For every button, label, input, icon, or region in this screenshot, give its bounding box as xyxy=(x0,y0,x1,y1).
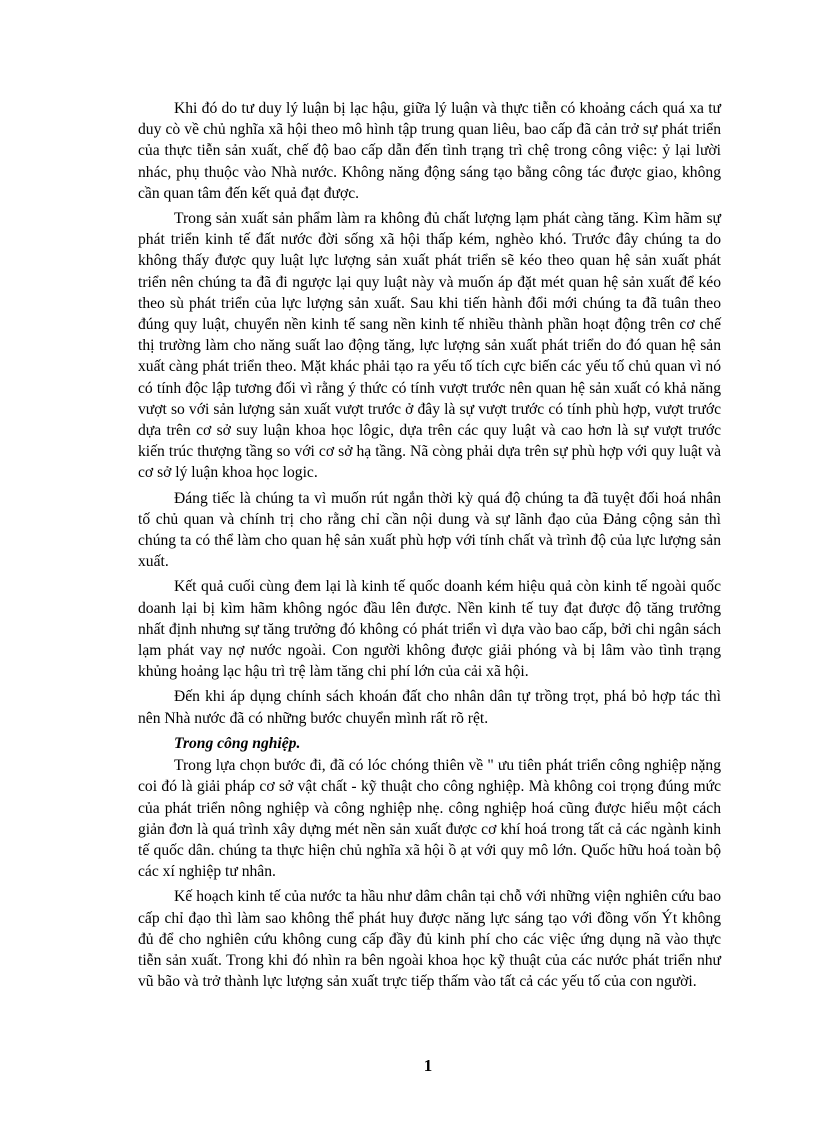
paragraph-4: Kết quả cuối cùng đem lại là kinh tế quốc doanh kém hiệu quả còn kinh tế ngoài quốc doanh lại bị kìm hãm không ngóc đầu lên được. Nền kinh tế tuy đạt được độ tăng trưởng nhất định nhưng sự tăng trưởng đó không có phát triển vì dựa vào bao cấp, bởi chi ngân sách lạm phát vay nợ nước ngoài. Con người không được giải phóng và bị lâm vào tình trạng khủng hoảng lạc hậu trì trệ làm tăng chi phí lớn của cải xã hội. xyxy=(138,578,721,681)
paragraph-6: Trong lựa chọn bước đi, đã có lóc chóng thiên về " ưu tiên phát triển công nghiệp nặng coi đó là giải pháp cơ sở vật chất - kỹ thuật cho công nghiệp. Mà không coi trọng đúng mức của phát triển nông nghiệp và công nghiệp nhẹ. công nghiệp hoá cũng được hiểu một cách giản đơn là quá trình xây dựng mét nền sản xuất được cơ khí hoá trong tất cả các ngành kinh tế quốc dân. chúng ta thực hiện chủ nghĩa xã hội ồ ạt với quy mô lớn. Quốc hữu hoá toàn bộ các xí nghiệp tư nhân. xyxy=(138,757,721,881)
page-number: 1 xyxy=(423,1056,433,1075)
paragraph-2: Trong sản xuất sản phẩm làm ra không đủ chất lượng lạm phát càng tăng. Kìm hãm sự phát triển kinh tế đất nước đời sống xã hội thấp kém, nghèo khó. Trước đây chúng ta do không thấy được quy luật lực lượng sản xuất phát triển sẽ kéo theo quan hệ sản xuất phát triển nên chúng ta đã đi ngược lại quy luật này và muốn áp đặt mét quan hệ sản xuất để kéo theo sù phát triển của lực lượng sản xuất. Sau khi tiến hành đổi mới chúng ta đã tuân theo đúng quy luật, chuyển nền kinh tế sang nền kinh tế nhiều thành phần hoạt động trên cơ chế thị trường làm cho năng suất lao động tăng, lực lượng sản xuất phát triển do đó quan hệ sản xuất càng phát triển theo. Mặt khác phải tạo ra yếu tố tích cực biến các yếu tố chủ quan vì nó có tính độc lập tương đối vì rằng ý thức có tính vượt trước nên quan hệ sản xuất có khả năng vượt so với sản lượng sản xuất vượt trước ở đây là sự vượt trước có tính phù hợp, vượt trước dựa trên cơ sở suy luận khoa học lôgic, dựa trên các quy luật và cao hơn là sự vượt trước kiến trúc thượng tầng so với cơ sở hạ tầng. Nã còng phải dựa trên sự phù hợp với quy luật và cơ sở lý luận khoa học logic. xyxy=(138,210,721,482)
paragraph-1: Khi đó do tư duy lý luận bị lạc hậu, giữa lý luận và thực tiễn có khoảng cách quá xa tư duy cò về chủ nghĩa xã hội theo mô hình tập trung quan liêu, bao cấp đã cản trở sự phát triển của thực tiễn sản xuất, chế độ bao cấp dẫn đến tình trạng trì chệ trong công việc: ỷ lại lười nhác, phụ thuộc vào Nhà nước. Không năng động sáng tạo bằng công tác được giao, không cần quan tâm đến kết quả đạt được. xyxy=(138,100,721,202)
section-heading: Trong công nghiệp. xyxy=(174,734,301,752)
paragraph-3: Đáng tiếc là chúng ta vì muốn rút ngắn thời kỳ quá độ chúng ta đã tuyệt đối hoá nhân tố chủ quan và chính trị cho rằng chỉ cần nội dung và sự lãnh đạo của Đảng cộng sản thì chúng ta có thể làm cho quan hệ sản xuất phù hợp với tính chất và trình độ của lực lượng sản xuất. xyxy=(138,489,721,571)
paragraph-7: Kế hoạch kinh tế của nước ta hầu như dâm chân tại chỗ với những viện nghiên cứu bao cấp chỉ đạo thì làm sao không thể phát huy được năng lực sáng tạo với đồng vốn Ýt không đủ để cho nghiên cứu không cung cấp đầy đủ kinh phí cho các việc ứng dụng nã vào thực tiễn sản xuất. Trong khi đó nhìn ra bên ngoài khoa học kỹ thuật của các nước phát triển như vũ bão và trở thành lực lượng sản xuất trực tiếp thấm vào tất cả các yếu tố của con người. xyxy=(138,888,721,991)
paragraph-5: Đến khi áp dụng chính sách khoán đất cho nhân dân tự trồng trọt, phá bỏ hợp tác thì nên Nhà nước đã có những bước chuyển mình rất rõ rệt. xyxy=(138,688,721,727)
